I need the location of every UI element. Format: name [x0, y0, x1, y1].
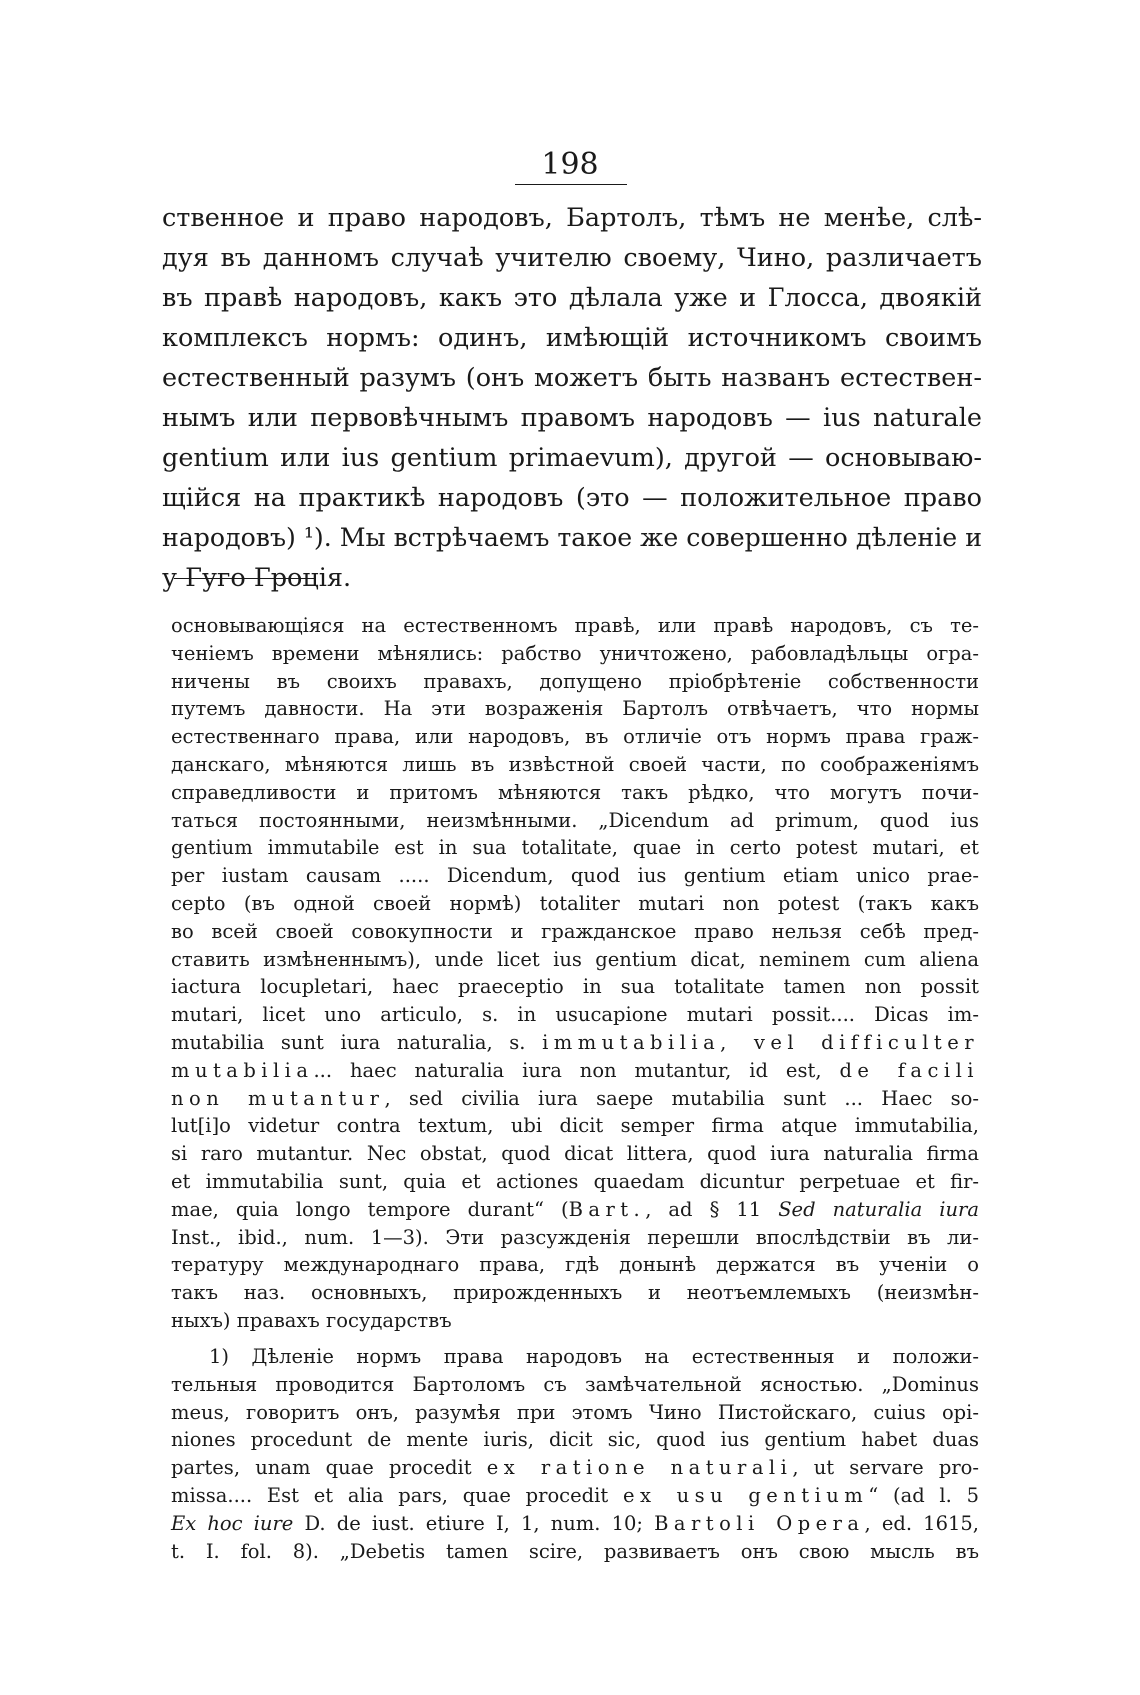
spaced-text: ex usu gentium [622, 1483, 869, 1507]
footnote-line [171, 1399, 979, 1427]
footnote-line [171, 1057, 979, 1085]
text-run: ставить измѣненнымъ), unde licet ius gentium dicat, neminem cum aliena [171, 947, 979, 971]
footnote-line [171, 1307, 979, 1335]
spaced-text: mutabilia [171, 1058, 314, 1082]
text-line: ственное и право народовъ, Бартолъ, тѣмъ не менѣе, слѣ- [162, 203, 982, 233]
footnote-continuation [171, 612, 979, 1335]
text-run: основывающіяся на естественномъ правѣ, или правѣ народовъ, съ те- [171, 614, 979, 637]
text-line: щійся на практикѣ народовъ (это — положительное право [162, 483, 982, 513]
footnote-line [171, 1279, 979, 1307]
footnote-line [171, 668, 979, 696]
spaced-text: immutabilia, vel difficulter [542, 1030, 979, 1054]
text-run: таться постоянными, неизмѣнными. „Dicendum ad primum, quod ius [171, 808, 979, 832]
spaced-text: Bart. [568, 1197, 646, 1221]
footnote-line [171, 751, 979, 779]
footnote-line [171, 1196, 979, 1224]
text-run: D. de iust. etiure I, 1, num. 10; [293, 1511, 655, 1535]
text-run: 1) Дѣленіе нормъ права народовъ на естественныя и положи- [209, 1345, 979, 1368]
text-run: ченіемъ времени мѣнялись: рабство уничтожено, рабовладѣльцы огра- [171, 641, 979, 665]
text-run: lut[i]o videtur contra textum, ubi dicit semper firma atque immutabilia, [171, 1114, 979, 1138]
spaced-text: de facili [839, 1058, 979, 1082]
text-line: народовъ) ¹). Мы встрѣчаемъ такое же совершенно дѣленіе и [162, 523, 982, 552]
footnote-line [171, 1224, 979, 1252]
footnote-line [171, 723, 979, 751]
text-run: cepto (въ одной своей нормѣ) totaliter mutari non potest (такъ какъ [171, 891, 979, 915]
footnote-line [171, 834, 979, 862]
footnote-line [171, 918, 979, 946]
page-number-rule [515, 184, 627, 185]
footnote-line [171, 1168, 979, 1196]
text-line: въ правѣ народовъ, какъ это дѣлала уже и Глосса, двоякій [162, 283, 982, 313]
main-text [162, 198, 982, 598]
spaced-text: Bartoli Opera [654, 1511, 865, 1535]
text-run: et immutabilia sunt, quia et actiones quaedam dicuntur perpetuae et fir- [171, 1169, 979, 1193]
text-run: данскаго, мѣняются лишь въ извѣстной своей части, по соображеніямъ [171, 752, 979, 776]
text-run: t. I. fol. 8). „Debetis tamen scire, развиваетъ онъ свою мысль въ [171, 1539, 979, 1563]
text-line: у Гуго Гроція. [162, 563, 352, 593]
text-run: iactura locupletari, haec praeceptio in sua totalitate tamen non possit [171, 975, 979, 999]
footnote-line [171, 1510, 979, 1538]
text-run: во всей своей совокупности и гражданское право нельзя себѣ пред- [171, 919, 979, 943]
text-run: ныхъ) правахъ государствъ [171, 1308, 452, 1332]
text-run: si raro mutantur. Nec obstat, quod dicat littera, quod iura naturalia firma [171, 1142, 979, 1166]
text-run: mutari, licet uno articulo, s. in usucapione mutari possit.... Dicas im- [171, 1003, 979, 1027]
text-run: тературу международнаго права, гдѣ донынѣ держатся въ ученіи о [171, 1253, 979, 1277]
text-run: meus, говоритъ онъ, разумѣя при этомъ Чино Пистойскаго, cuius opi- [171, 1400, 979, 1424]
text-run: mutabilia sunt iura naturalia, s. [171, 1030, 543, 1054]
footnote-line [171, 779, 979, 807]
spaced-text: non mutantur [171, 1086, 385, 1110]
footnote-rule [174, 578, 314, 579]
footnote-line [171, 807, 979, 835]
footnote-line [171, 1140, 979, 1168]
footnote-line [171, 1371, 979, 1399]
text-run: справедливости и притомъ мѣняются такъ рѣдко, что могутъ почи- [171, 780, 979, 804]
text-run: mae, quia longo tempore durant“ ( [171, 1197, 569, 1221]
footnote-line [171, 1343, 979, 1371]
text-line: нымъ или первовѣчнымъ правомъ народовъ — ius naturale [162, 403, 982, 433]
footnote-line [171, 946, 979, 974]
italic-title: Sed naturalia iura [778, 1197, 979, 1221]
footnote-line [171, 1085, 979, 1113]
footnote-line [171, 1029, 979, 1057]
text-run: путемъ давности. На эти возраженія Бартолъ отвѣчаетъ, что нормы [171, 697, 979, 721]
footnote-line [171, 1538, 979, 1566]
footnote-line [171, 973, 979, 1001]
text-line: комплексъ нормъ: одинъ, имѣющій источникомъ своимъ [162, 323, 982, 353]
text-run: , ed. 1615, [864, 1511, 979, 1535]
footnote-line [171, 1454, 979, 1482]
text-run: “ (ad l. 5 [868, 1483, 980, 1507]
text-run: ... haec naturalia iura non mutantur, id est, [313, 1058, 840, 1082]
text-run: partes, unam quae procedit [171, 1456, 487, 1480]
text-run: естественнаго права, или народовъ, въ отличіе отъ нормъ права граж- [171, 725, 979, 749]
text-run: missa.... Est et alia pars, quae procedit [171, 1483, 623, 1507]
footnote-line [171, 1251, 979, 1279]
text-line: дуя въ данномъ случаѣ учителю своему, Чино, различаетъ [162, 243, 982, 273]
footnote-line [171, 1112, 979, 1140]
text-run: , ut servare pro- [792, 1456, 979, 1480]
text-line: естественный разумъ (онъ можетъ быть названъ естествен- [162, 363, 982, 393]
footnote-line [171, 1001, 979, 1029]
footnote-line [171, 890, 979, 918]
text-run: , sed civilia iura saepe mutabilia sunt ... Haec so- [384, 1086, 979, 1110]
text-run: такъ наз. основныхъ, прирожденныхъ и неотъемлемыхъ (неизмѣн- [171, 1281, 979, 1305]
italic-title: Ex hoc iure [171, 1511, 294, 1535]
text-run: ничены въ своихъ правахъ, допущено пріобрѣтеніе собственности [171, 669, 979, 693]
footnote-line [171, 640, 979, 668]
text-run: gentium immutabile est in sua totalitate, quae in certo potest mutari, et [171, 836, 979, 860]
footnote-line [171, 1426, 979, 1454]
text-run: тельныя проводится Бартоломъ съ замѣчательной ясностью. „Dominus [171, 1372, 979, 1396]
footnote-line [171, 1482, 979, 1510]
text-run: Inst., ibid., num. 1—3). Эти разсужденія перешли впослѣдствіи въ ли- [171, 1225, 979, 1249]
text-run: , ad § 11 [645, 1197, 779, 1221]
footnote-line [171, 862, 979, 890]
text-run: per iustam causam ..... Dicendum, quod ius gentium etiam unico prae- [171, 864, 979, 888]
footnote-line [171, 612, 979, 640]
page-number: 198 [541, 147, 599, 182]
text-run: niones procedunt de mente iuris, dicit sic, quod ius gentium habet duas [171, 1428, 979, 1452]
spaced-text: ex ratione naturali [486, 1456, 793, 1480]
footnote-line [171, 695, 979, 723]
text-line: gentium или ius gentium primaevum), другой — основываю- [162, 443, 982, 473]
footnote-1 [171, 1343, 979, 1565]
